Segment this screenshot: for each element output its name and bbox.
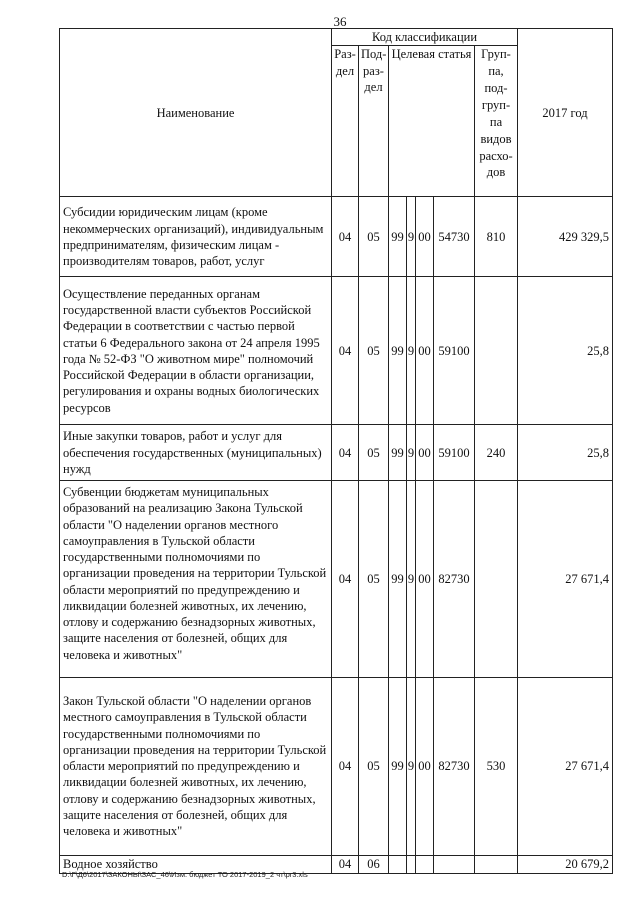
row-vid: 810 [475,197,518,277]
row-razdel: 04 [332,277,359,425]
header-year: 2017 год [518,29,613,197]
page-number: 36 [333,14,347,29]
row-vid [475,855,518,873]
row-ts1: 99 [389,197,407,277]
row-podrazdel: 05 [359,677,389,855]
row-ts3: 00 [416,277,434,425]
row-vid: 530 [475,677,518,855]
row-ts3 [416,855,434,873]
row-amount: 27 671,4 [518,481,613,678]
row-vid: 240 [475,425,518,481]
row-ts1: 99 [389,425,407,481]
row-ts1 [389,855,407,873]
row-ts1: 99 [389,677,407,855]
header-name: Наименование [60,29,332,197]
header-section: Раз- дел [332,46,359,197]
row-ts3: 00 [416,481,434,678]
row-amount: 20 679,2 [518,855,613,873]
row-ts4: 82730 [434,481,475,678]
row-razdel: 04 [332,855,359,873]
header-subsection: Под- раз- дел [359,46,389,197]
row-amount: 27 671,4 [518,677,613,855]
row-podrazdel: 05 [359,277,389,425]
row-ts4: 82730 [434,677,475,855]
row-podrazdel: 05 [359,481,389,678]
row-ts3: 00 [416,197,434,277]
row-vid [475,481,518,678]
header-classification: Код классификации [332,29,518,46]
row-ts1: 99 [389,481,407,678]
header-target: Целевая статья [389,46,475,197]
row-ts2: 9 [407,425,416,481]
row-ts4 [434,855,475,873]
row-razdel: 04 [332,425,359,481]
table-row [60,481,613,678]
row-name: Закон Тульской области "О наделении органов местного самоуправления в Тульской области государственными полномочиями по организации проведения на территории Тульской области мероприятий по предупреждению и ликвидации болезней животных, их лечению, отлову и содержанию безнадзорных животных, защите населения от болезней, общих для человека и животных" [60,677,332,855]
header-group: Груп- па, под- груп- па видов расхо- дов [475,46,518,197]
table-row [60,425,613,481]
row-ts2: 9 [407,677,416,855]
row-name: Осуществление переданных органам государственной власти субъектов Российской Федерации в соответствии с частью первой статьи 6 Федерального закона от 24 апреля 1995 года № 52-ФЗ "О животном мире" полномочий Российской Федерации в области организации, регулирования и охраны водных биологических ресурсов [60,277,332,425]
row-ts1: 99 [389,277,407,425]
row-ts4: 54730 [434,197,475,277]
row-ts2: 9 [407,277,416,425]
row-ts3: 00 [416,425,434,481]
row-razdel: 04 [332,677,359,855]
row-podrazdel: 05 [359,197,389,277]
table-row [60,197,613,277]
row-name: Субсидии юридическим лицам (кроме некоммерческих организаций), индивидуальным предпринимателям, физическим лицам - производителям товаров, работ, услуг [60,197,332,277]
row-name: Водное хозяйство [60,855,332,873]
row-ts4: 59100 [434,277,475,425]
row-amount: 429 329,5 [518,197,613,277]
row-amount: 25,8 [518,277,613,425]
row-podrazdel: 05 [359,425,389,481]
row-ts2 [407,855,416,873]
table-row [60,277,613,425]
row-ts3: 00 [416,677,434,855]
row-vid [475,277,518,425]
budget-table [59,28,613,874]
row-ts2: 9 [407,481,416,678]
row-name: Субвенции бюджетам муниципальных образований на реализацию Закона Тульской области "О наделении органов местного самоуправления в Тульской области государственными полномочиями по организации проведения на территории Тульской области мероприятий по предупреждению и ликвидации болезней животных, их лечению, отлову и содержанию безнадзорных животных, защите населения от болезней, общих для человека и животных" [60,481,332,678]
row-podrazdel: 06 [359,855,389,873]
row-amount: 25,8 [518,425,613,481]
row-ts2: 9 [407,197,416,277]
row-ts4: 59100 [434,425,475,481]
row-razdel: 04 [332,481,359,678]
file-path-footer: D:\Г\Д6\2017\ЗАКОНЫ\ЗАС_46\Изм. бюджет ТО 2017-2019_2 чт\pr3.xls [62,870,308,879]
row-razdel: 04 [332,197,359,277]
row-name: Иные закупки товаров, работ и услуг для обеспечения государственных (муниципальных) нужд [60,425,332,481]
table-row [60,677,613,855]
